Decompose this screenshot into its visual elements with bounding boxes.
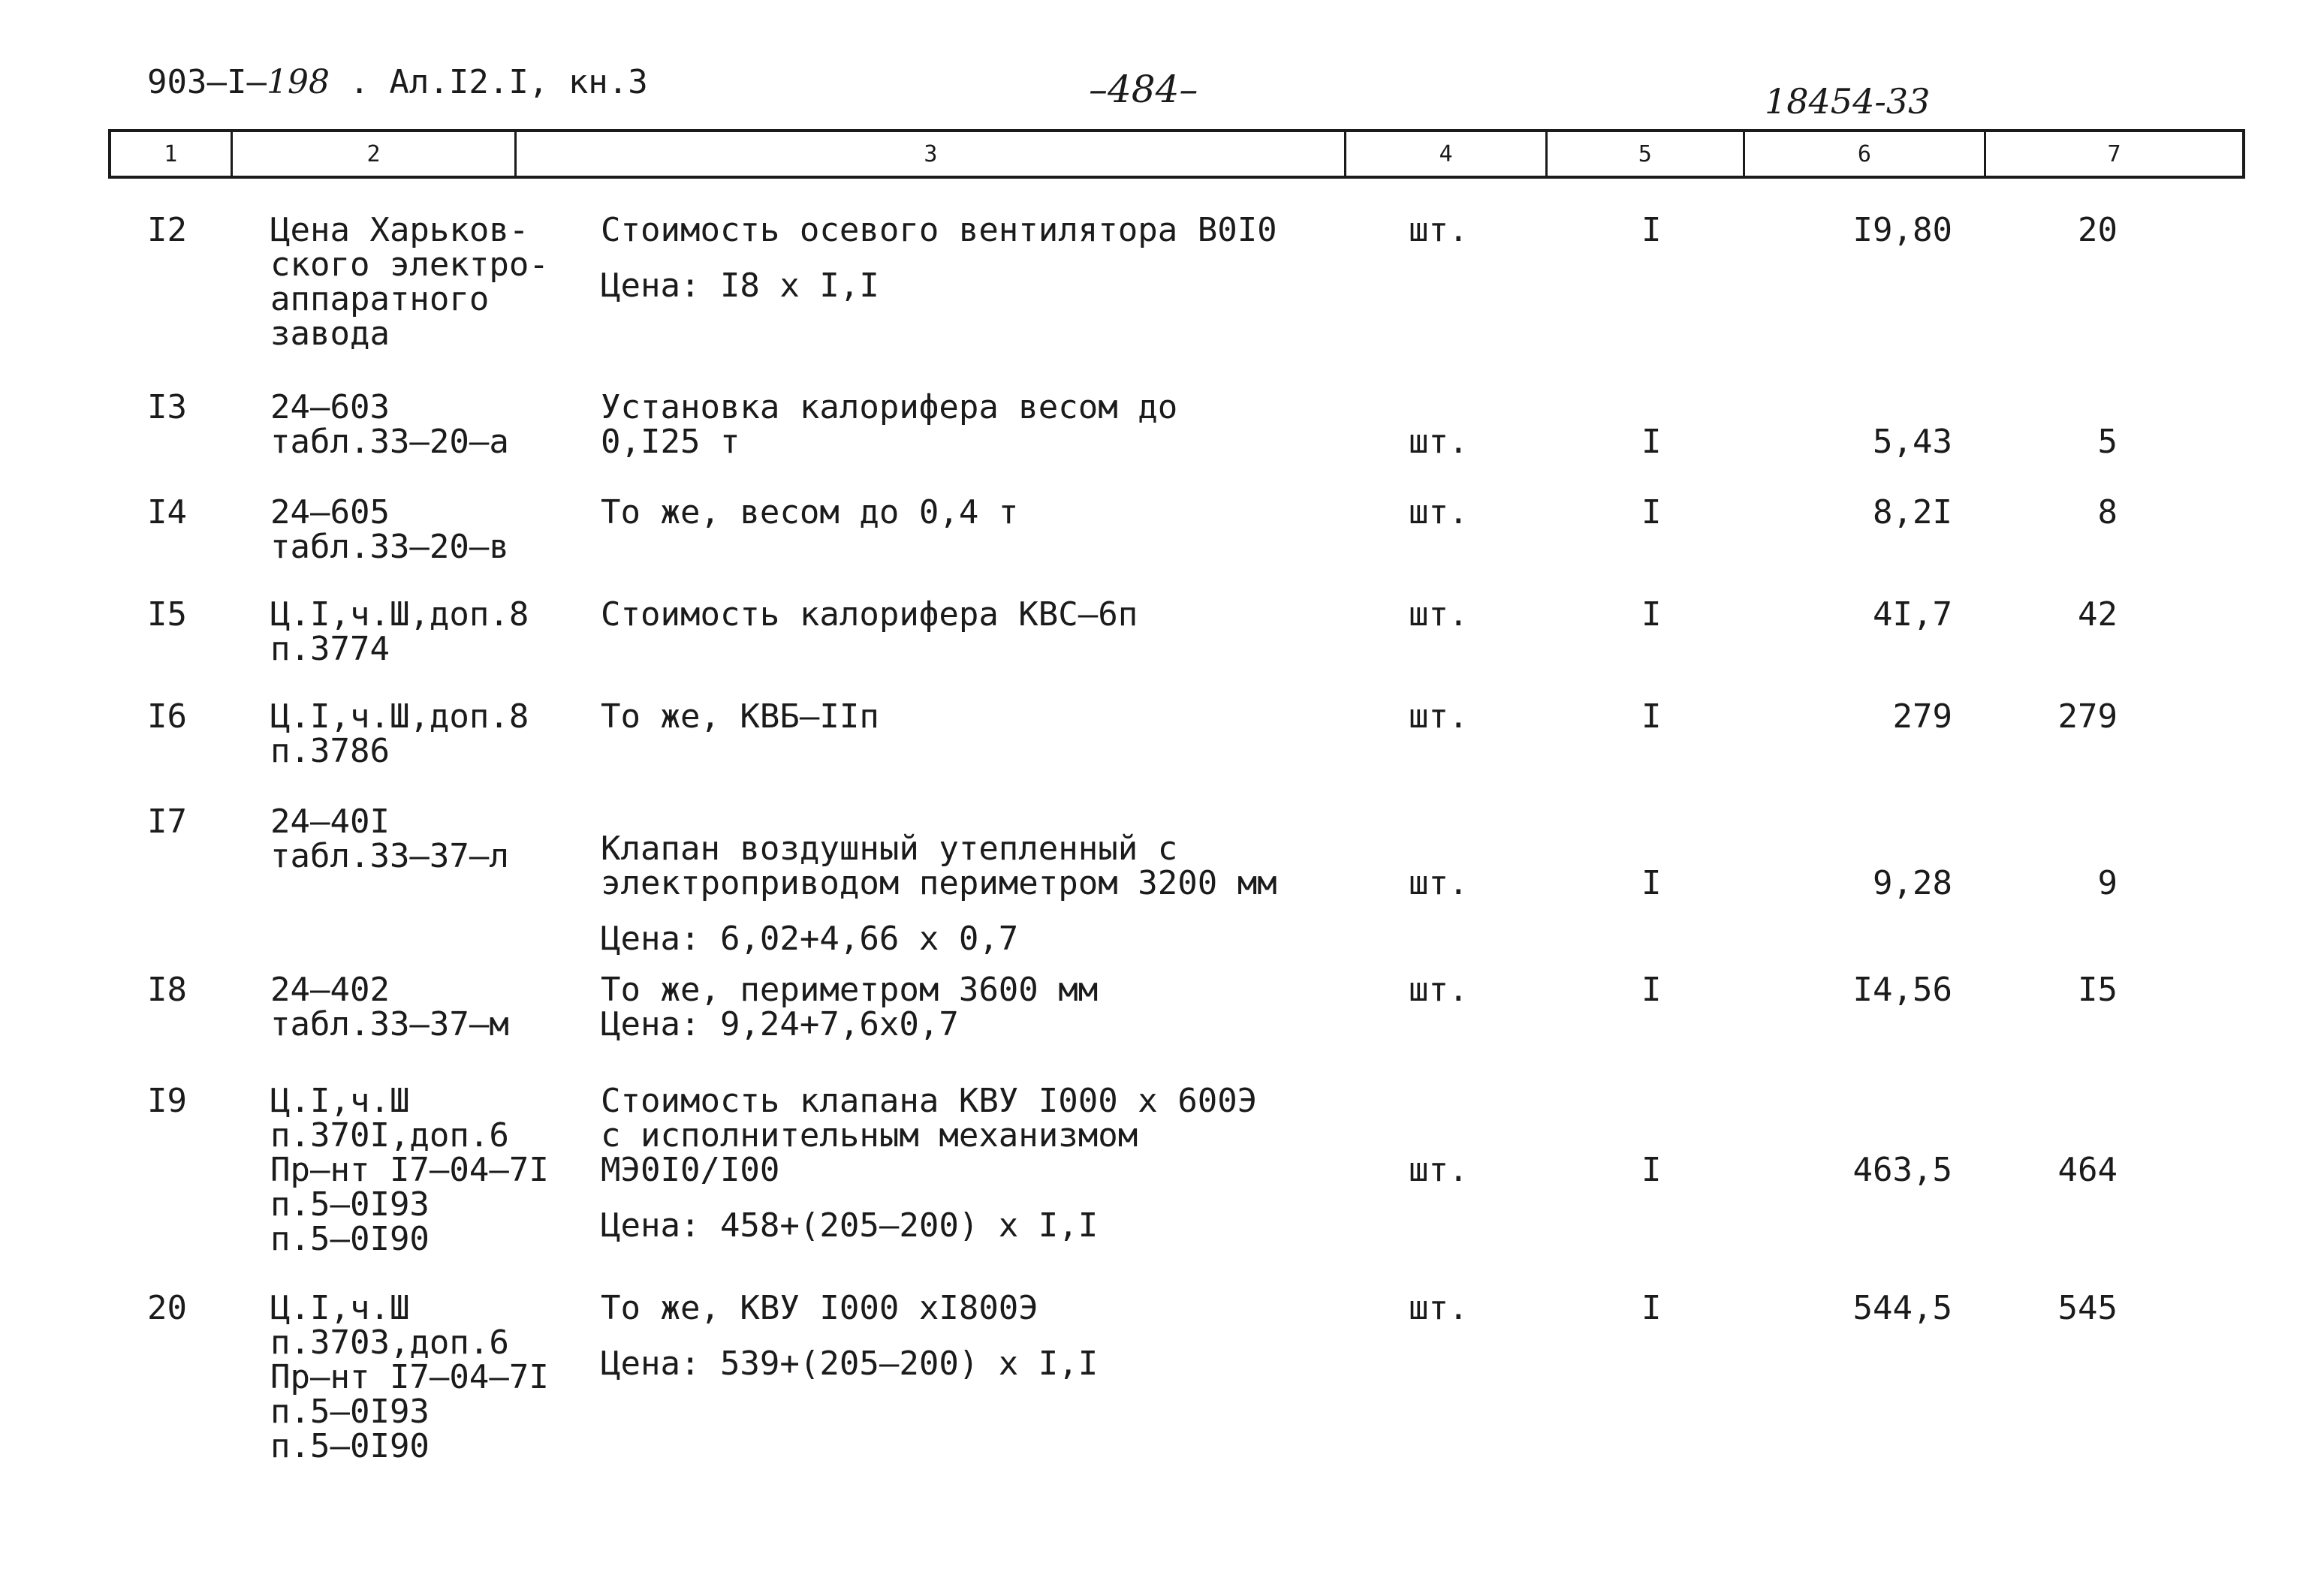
source-line: Цена Харьков- [270,211,529,249]
column-header-5: 5 [1548,132,1745,176]
page-number: –484– [1089,68,1198,111]
row-source-reference [270,805,509,874]
row-cost: 544,5 [1852,1289,1952,1327]
row-unit: шт. [1409,211,1469,249]
row-cost: I9,80 [1852,211,1952,249]
row-source-reference [270,390,509,459]
row-source-reference [270,973,509,1042]
description-line: Цена: 9,24+7,6x0,7 [601,1005,959,1043]
source-line: 24–605 [270,493,390,531]
source-line: п.370I,доп.6 [270,1116,509,1155]
row-number: I4 [147,493,187,531]
row-number: 20 [147,1289,187,1327]
row-total: 20 [2078,211,2118,249]
row-total: 42 [2078,595,2118,634]
source-line: завода [270,315,390,353]
source-line: п.5–0I93 [270,1393,430,1431]
row-description [601,595,1138,634]
description-line: с исполнительным механизмом [601,1116,1138,1155]
description-line: Установка калорифера весом до [601,388,1178,426]
source-line: п.3703,доп.6 [270,1323,509,1362]
source-line: Ц.I,ч.Ш [270,1082,410,1120]
row-total: 464 [2057,1151,2118,1189]
row-quantity: I [1641,211,1662,249]
source-line: ского электро- [270,245,549,284]
column-header-1: 1 [111,132,233,176]
row-quantity: I [1641,423,1662,461]
row-source-reference [270,213,549,351]
source-line: табл.33–37–л [270,837,509,875]
row-source-reference [270,495,509,565]
row-total: 9 [2097,864,2118,902]
row-unit: шт. [1409,971,1469,1009]
row-unit: шт. [1409,697,1469,736]
row-number: I3 [147,388,187,426]
source-line: п.3774 [270,630,390,668]
row-quantity: I [1641,697,1662,736]
column-header-3: 3 [517,132,1346,176]
source-line: Пр–нт I7–04–7I [270,1358,549,1396]
row-total: 545 [2057,1289,2118,1327]
price-formula: Цена: 6,02+4,66 x 0,7 [601,920,1019,958]
row-description [601,1291,1098,1381]
source-line: 24–40I [270,803,390,841]
source-line: Пр–нт I7–04–7I [270,1151,549,1189]
column-header-7: 7 [2107,140,2121,167]
source-line: Ц.I,ч.Ш,доп.8 [270,595,529,634]
row-cost: 463,5 [1852,1151,1952,1189]
row-quantity: I [1641,864,1662,902]
source-line: Ц.I,ч.Ш [270,1289,410,1327]
row-cost: 279 [1892,697,1952,736]
source-line: аппаратного [270,280,490,318]
row-number: I5 [147,595,187,634]
row-unit: шт. [1409,864,1469,902]
row-description [601,1084,1257,1243]
source-line: 24–603 [270,388,390,426]
row-cost: 4I,7 [1873,595,1952,634]
column-header-2: 2 [233,132,517,176]
row-number: I8 [147,971,187,1009]
column-header-row [108,129,2245,179]
source-line: п.5–0I90 [270,1427,430,1465]
row-unit: шт. [1409,595,1469,634]
price-formula: Цена: I8 x I,I [601,267,879,305]
price-formula: Цена: 539+(205–200) x I,I [601,1345,1099,1383]
row-total: 8 [2097,493,2118,531]
row-number: I9 [147,1082,187,1120]
description-line: 0,I25 т [601,423,740,461]
document-code-prefix: 903–I– [147,63,267,101]
row-description [601,832,1277,956]
row-quantity: I [1641,1289,1662,1327]
row-description [601,973,1098,1042]
row-description [601,697,879,736]
description-line: Стоимость осевого вентилятора В0I0 [601,211,1277,249]
document-code-handwritten: 198 [266,63,330,101]
row-total: 5 [2097,423,2118,461]
source-line: 24–402 [270,971,390,1009]
document-code [147,63,648,101]
document-number: 18454-33 [1765,81,1931,122]
row-description [601,390,1177,459]
description-line: То же, весом до 0,4 т [601,493,1019,531]
price-formula: Цена: 458+(205–200) x I,I [601,1206,1099,1245]
row-number: I7 [147,803,187,841]
description-line: электроприводом периметром 3200 мм [601,864,1277,902]
column-header-4: 4 [1346,132,1547,176]
row-description [601,495,1018,530]
description-line: Клапан воздушный утепленный с [601,830,1178,868]
column-header-6: 6 [1745,132,1986,176]
row-unit: шт. [1409,1151,1469,1189]
description-line: Стоимость клапана КВУ I000 x 600Э [601,1082,1258,1120]
row-total: I5 [2078,971,2118,1009]
description-line: То же, КВУ I000 xI800Э [601,1289,1038,1327]
row-source-reference [270,1291,549,1464]
row-cost: I4,56 [1852,971,1952,1009]
row-source-reference [270,595,529,668]
source-line: Ц.I,ч.Ш,доп.8 [270,697,529,736]
row-unit: шт. [1409,1289,1469,1327]
row-cost: 8,2I [1873,493,1952,531]
source-line: табл.33–37–м [270,1005,509,1043]
source-line: п.5–0I90 [270,1220,430,1258]
row-source-reference [270,697,529,770]
description-line: Стоимость калорифера КВС–6п [601,595,1138,634]
row-quantity: I [1641,493,1662,531]
row-description [601,213,1277,303]
row-source-reference [270,1084,549,1257]
row-number: I2 [147,211,187,249]
row-cost: 5,43 [1873,423,1952,461]
row-unit: шт. [1409,493,1469,531]
description-line: То же, периметром 3600 мм [601,971,1099,1009]
row-quantity: I [1641,971,1662,1009]
source-line: п.3786 [270,732,390,770]
row-quantity: I [1641,595,1662,634]
row-cost: 9,28 [1873,864,1952,902]
row-number: I6 [147,697,187,736]
document-code-suffix: . Ал.I2.I, кн.3 [329,63,648,101]
source-line: табл.33–20–а [270,423,509,461]
row-total: 279 [2057,697,2118,736]
description-line: То же, КВБ–IIп [601,697,879,736]
source-line: п.5–0I93 [270,1185,430,1224]
source-line: табл.33–20–в [270,528,509,566]
row-quantity: I [1641,1151,1662,1189]
description-line: МЭ0I0/I00 [601,1151,780,1189]
row-unit: шт. [1409,423,1469,461]
